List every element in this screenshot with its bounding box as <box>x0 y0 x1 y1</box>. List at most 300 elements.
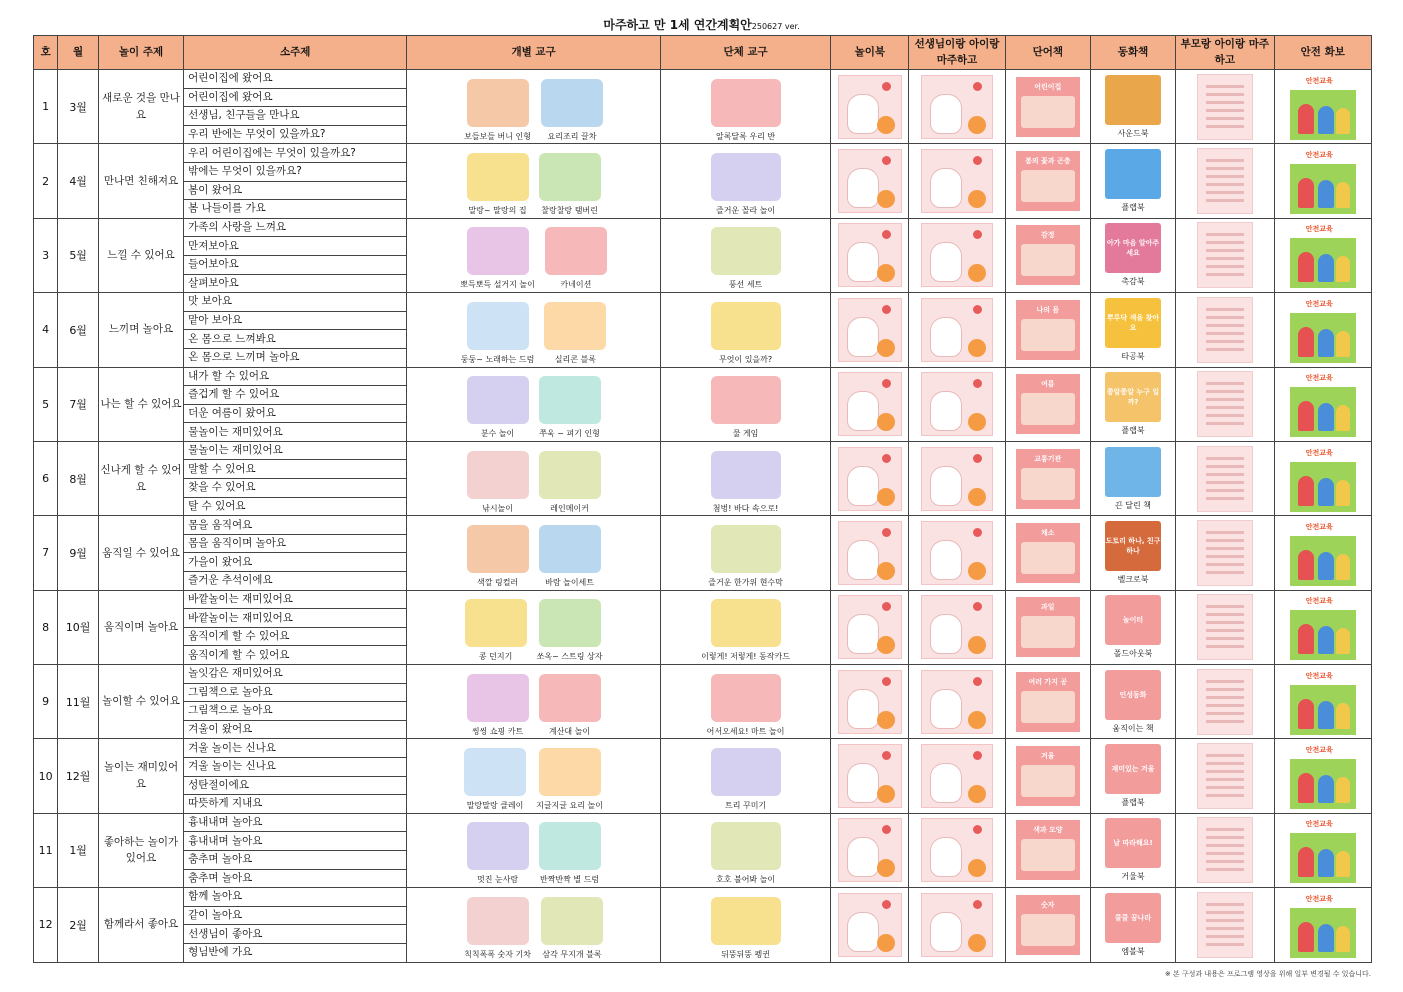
bunny-illustration <box>930 242 962 282</box>
storybook-cell <box>1090 739 1175 813</box>
subtheme-cell: 형님반에 가요 <box>184 943 407 962</box>
parent-child-cell <box>1176 590 1274 664</box>
safety-cell <box>1274 144 1371 218</box>
group-toy-caption: 이렇게! 저렇게! 동작카드 <box>701 652 790 662</box>
teacher-child-cell <box>909 293 1005 367</box>
theme-cell: 느끼며 놀아요 <box>98 293 183 367</box>
text-line <box>1206 316 1244 319</box>
toy-caption: 칙칙폭폭 숫자 기차 <box>464 949 532 959</box>
parent-child-cell <box>1176 70 1274 144</box>
month-cell: 10월 <box>58 590 99 664</box>
parent-child-cell <box>1176 218 1274 292</box>
child-figure <box>1318 106 1334 134</box>
wordbook-cover <box>1016 151 1080 211</box>
playbook-thumbnail <box>838 818 902 882</box>
lion-illustration <box>968 488 986 506</box>
text-line <box>1206 828 1244 831</box>
wordbook-image <box>1021 839 1075 871</box>
toy-caption: 낚시놀이 <box>482 503 514 513</box>
wordbook-image <box>1021 616 1075 648</box>
lion-illustration <box>877 413 895 431</box>
theme-cell: 놀이는 재미있어요 <box>98 739 183 813</box>
teacher-child-thumbnail <box>921 223 993 287</box>
individual-tools <box>407 220 660 290</box>
child-figure <box>1298 252 1314 282</box>
group-toy-image <box>711 897 781 945</box>
group-toy-caption: 즐거운 한가위 현수막 <box>708 577 783 587</box>
toy-item <box>467 153 529 216</box>
toy-caption: 색깔 링컬러 <box>476 577 519 587</box>
table-row <box>34 441 1372 460</box>
toy-item <box>467 376 529 439</box>
version-text: 250627 ver. <box>751 22 800 31</box>
subtheme-cell: 춤추며 놀아요 <box>184 869 407 888</box>
text-line <box>1206 473 1244 476</box>
toy-caption: 반짝반짝 별 드럼 <box>539 875 600 885</box>
group-tools-cell <box>660 590 830 664</box>
text-line <box>1206 645 1244 648</box>
poster-title: 안전교육 <box>1305 820 1333 829</box>
toy-image <box>539 451 601 499</box>
individual-tools <box>407 146 660 216</box>
wordbook-title: 과일 <box>1041 603 1055 612</box>
group-tools <box>661 667 830 737</box>
text-line <box>1206 191 1244 194</box>
storybook-caption: 타공북 <box>1121 351 1145 361</box>
group-toy-item <box>711 302 781 365</box>
bunny-illustration <box>930 94 962 134</box>
wordbook-image <box>1021 319 1075 351</box>
child-figure <box>1336 108 1350 134</box>
text-line <box>1206 101 1244 104</box>
subtheme-cell: 더운 여름이 왔어요 <box>184 404 407 423</box>
parent-child-cell <box>1176 739 1274 813</box>
playbook-thumbnail <box>838 521 902 585</box>
text-line <box>1206 273 1244 276</box>
header-parent-child: 부모랑 아이랑 마주하고 <box>1176 36 1274 70</box>
toy-item <box>539 822 601 885</box>
storybook <box>1091 521 1175 585</box>
toy-image <box>467 897 529 945</box>
group-toy-caption: 풍선 세트 <box>728 280 763 290</box>
text-line <box>1206 903 1244 906</box>
storybook-cell <box>1090 293 1175 367</box>
badge-dot <box>973 825 982 834</box>
toy-caption: 삼각 무지개 블록 <box>542 949 602 959</box>
theme-cell: 놀이할 수 있어요 <box>98 665 183 739</box>
bunny-illustration <box>847 317 879 357</box>
wordbook-cover <box>1016 225 1080 285</box>
wordbook-cover <box>1016 77 1080 137</box>
text-line <box>1206 911 1244 914</box>
bunny-illustration <box>930 540 962 580</box>
row-number: 5 <box>34 367 58 441</box>
toy-item <box>539 525 601 588</box>
toy-item <box>541 79 603 142</box>
group-tools-cell <box>660 293 830 367</box>
group-tools <box>661 146 830 216</box>
subtheme-cell: 온 몸으로 느끼며 놀아요 <box>184 348 407 367</box>
toy-item <box>467 525 529 588</box>
toy-image <box>539 822 601 870</box>
text-line <box>1206 390 1244 393</box>
lion-illustration <box>877 264 895 282</box>
month-cell: 1월 <box>58 813 99 887</box>
playbook-thumbnail <box>838 744 902 808</box>
subtheme-cell: 온 몸으로 느껴봐요 <box>184 330 407 349</box>
wordbook-title: 나의 몸 <box>1036 305 1060 314</box>
wordbook-title: 채소 <box>1041 528 1055 537</box>
child-figure <box>1318 775 1334 803</box>
playbook-cell <box>831 293 909 367</box>
playbook-cell <box>831 144 909 218</box>
toy-caption: 쭈욱 ~ 펴기 인형 <box>539 429 600 439</box>
safety-cell <box>1274 665 1371 739</box>
text-line <box>1206 935 1244 938</box>
wordbook-title: 감정 <box>1041 231 1055 240</box>
storybook-cell <box>1090 590 1175 664</box>
annual-plan-table <box>33 35 1372 963</box>
header-teacher-child: 선생님이랑 아이랑 마주하고 <box>909 36 1005 70</box>
teacher-child-thumbnail <box>921 893 993 957</box>
child-figure <box>1336 405 1350 431</box>
toy-image <box>467 376 529 424</box>
toy-image <box>467 525 529 573</box>
theme-cell: 나는 할 수 있어요 <box>98 367 183 441</box>
subtheme-cell: 놀잇감은 재미있어요 <box>184 665 407 684</box>
bunny-illustration <box>930 912 962 952</box>
teacher-child-thumbnail <box>921 521 993 585</box>
lion-illustration <box>968 264 986 282</box>
toy-image <box>467 674 529 722</box>
poster-title: 안전교육 <box>1305 522 1333 531</box>
toy-image <box>467 302 529 350</box>
storybook-cell <box>1090 70 1175 144</box>
child-figure <box>1336 628 1350 654</box>
playbook-cell <box>831 516 909 590</box>
child-figure <box>1298 104 1314 134</box>
subtheme-cell: 즐거운 추석이에요 <box>184 572 407 591</box>
row-number: 7 <box>34 516 58 590</box>
text-line <box>1206 696 1244 699</box>
text-line <box>1206 836 1244 839</box>
individual-tools-cell <box>407 218 661 292</box>
text-line <box>1206 457 1244 460</box>
storybook <box>1091 447 1175 511</box>
group-toy-caption: 알록달록 우리 반 <box>715 131 776 141</box>
lion-illustration <box>968 934 986 952</box>
poster-title: 안전교육 <box>1305 448 1333 457</box>
toy-item <box>545 227 607 290</box>
wordbook-cover <box>1016 597 1080 657</box>
subtheme-cell: 바깥놀이는 재미있어요 <box>184 609 407 628</box>
row-number: 12 <box>34 888 58 962</box>
text-line <box>1206 422 1244 425</box>
poster-title: 안전교육 <box>1305 76 1333 85</box>
group-tools-cell <box>660 665 830 739</box>
text-line <box>1206 265 1244 268</box>
toy-caption: 보들보들 버니 인형 <box>464 131 532 141</box>
teacher-child-cell <box>909 590 1005 664</box>
group-tools <box>661 741 830 811</box>
individual-tools-cell <box>407 144 661 218</box>
storybook-cover: 재미있는 겨울 <box>1105 744 1161 794</box>
parent-letter-thumbnail <box>1197 148 1253 214</box>
storybook <box>1091 223 1175 287</box>
toy-item <box>539 451 601 514</box>
playbook-cell <box>831 739 909 813</box>
storybook-caption: 엠볼북 <box>1121 946 1145 956</box>
group-toy-item <box>701 599 790 662</box>
group-tools <box>661 444 830 514</box>
text-line <box>1206 754 1244 757</box>
wordbook-cell <box>1005 813 1090 887</box>
text-line <box>1206 762 1244 765</box>
safety-poster <box>1290 594 1356 660</box>
subtheme-cell: 봄 나들이를 가요 <box>184 200 407 219</box>
individual-tools <box>407 667 660 737</box>
wordbook-title: 색과 모양 <box>1033 826 1063 835</box>
safety-cell <box>1274 516 1371 590</box>
parent-letter-thumbnail <box>1197 297 1253 363</box>
bunny-illustration <box>847 540 879 580</box>
toy-item <box>460 227 535 290</box>
toy-image <box>545 227 607 275</box>
child-figure <box>1298 550 1314 580</box>
subtheme-cell: 겨울이 왔어요 <box>184 720 407 739</box>
safety-poster <box>1290 222 1356 288</box>
text-line <box>1206 125 1244 128</box>
toy-image <box>464 748 526 796</box>
toy-caption: 카네이션 <box>560 280 592 290</box>
playbook-thumbnail <box>838 75 902 139</box>
bunny-illustration <box>930 763 962 803</box>
lion-illustration <box>877 711 895 729</box>
bunny-illustration <box>847 763 879 803</box>
group-toy-item <box>711 153 781 216</box>
child-figure <box>1336 703 1350 729</box>
poster-title: 안전교육 <box>1305 597 1333 606</box>
safety-cell <box>1274 813 1371 887</box>
safety-poster <box>1290 74 1356 140</box>
header-group-tools: 단체 교구 <box>660 36 830 70</box>
bunny-illustration <box>930 466 962 506</box>
subtheme-cell: 들어보아요 <box>184 255 407 274</box>
subtheme-cell: 어린이집에 왔어요 <box>184 70 407 89</box>
table-row <box>34 739 1372 758</box>
group-tools <box>661 518 830 588</box>
wordbook-image <box>1021 691 1075 723</box>
toy-image <box>541 897 603 945</box>
storybook-cover: 뿌루닥 색을 찾아요 <box>1105 298 1161 348</box>
badge-dot <box>882 230 891 239</box>
child-figure <box>1298 922 1314 952</box>
subtheme-cell: 탈 수 있어요 <box>184 497 407 516</box>
text-line <box>1206 398 1244 401</box>
subtheme-cell: 같이 놀아요 <box>184 906 407 925</box>
lion-illustration <box>968 339 986 357</box>
text-line <box>1206 786 1244 789</box>
group-toy-image <box>711 748 781 796</box>
child-figure <box>1298 178 1314 208</box>
lion-illustration <box>877 562 895 580</box>
child-figure <box>1318 403 1334 431</box>
subtheme-cell: 선생님, 친구들을 만나요 <box>184 107 407 126</box>
storybook-caption: 움직이는 책 <box>1112 723 1154 733</box>
storybook-cell <box>1090 813 1175 887</box>
storybook <box>1091 298 1175 362</box>
teacher-child-cell <box>909 739 1005 813</box>
toy-item <box>467 822 529 885</box>
text-line <box>1206 257 1244 260</box>
row-number: 6 <box>34 441 58 515</box>
playbook-cell <box>831 218 909 292</box>
month-cell: 5월 <box>58 218 99 292</box>
child-figure <box>1318 180 1334 208</box>
text-line <box>1206 637 1244 640</box>
parent-child-cell <box>1176 293 1274 367</box>
badge-dot <box>882 677 891 686</box>
wordbook-cover <box>1016 374 1080 434</box>
group-tools-cell <box>660 888 830 962</box>
toy-item <box>467 674 529 737</box>
storybook-cover: 쿨쿨 꿈나라 <box>1105 893 1161 943</box>
parent-letter-thumbnail <box>1197 892 1253 958</box>
individual-tools <box>407 592 660 662</box>
subtheme-cell: 즐겁게 할 수 있어요 <box>184 386 407 405</box>
group-toy-item <box>711 897 781 960</box>
toy-item <box>539 376 601 439</box>
subtheme-cell: 맛 보아요 <box>184 293 407 312</box>
table-row <box>34 218 1372 237</box>
wordbook-cover <box>1016 672 1080 732</box>
safety-poster <box>1290 520 1356 586</box>
toy-image <box>467 227 529 275</box>
badge-dot <box>882 751 891 760</box>
wordbook-title: 숫자 <box>1041 900 1055 909</box>
wordbook-cell <box>1005 665 1090 739</box>
group-tools-cell <box>660 367 830 441</box>
toy-caption: 바람 놀이세트 <box>545 577 595 587</box>
playbook-thumbnail <box>838 298 902 362</box>
storybook-cell <box>1090 888 1175 962</box>
toy-item <box>537 599 603 662</box>
subtheme-cell: 움직이게 할 수 있어요 <box>184 627 407 646</box>
lion-illustration <box>877 190 895 208</box>
group-toy-image <box>711 451 781 499</box>
bunny-illustration <box>930 391 962 431</box>
subtheme-cell: 밖에는 무엇이 있을까요? <box>184 162 407 181</box>
individual-tools <box>407 890 660 960</box>
text-line <box>1206 497 1244 500</box>
group-toy-image <box>711 227 781 275</box>
group-toy-caption: 무엇이 있을까? <box>718 354 773 364</box>
group-toy-item <box>711 376 781 439</box>
safety-cell <box>1274 590 1371 664</box>
storybook-cover: 놀이터 <box>1105 595 1161 645</box>
theme-cell: 움직이며 놀아요 <box>98 590 183 664</box>
wordbook-image <box>1021 96 1075 128</box>
badge-dot <box>973 900 982 909</box>
storybook-caption: 거울북 <box>1121 872 1145 882</box>
toy-item <box>464 748 526 811</box>
badge-dot <box>973 156 982 165</box>
wordbook-cover <box>1016 746 1080 806</box>
theme-cell: 움직일 수 있어요 <box>98 516 183 590</box>
text-line <box>1206 844 1244 847</box>
text-line <box>1206 605 1244 608</box>
toy-caption: 요리조리 끌차 <box>547 131 597 141</box>
header-row <box>34 36 1372 70</box>
toy-item <box>544 302 606 365</box>
group-toy-caption: 물 게임 <box>732 429 759 439</box>
parent-letter-thumbnail <box>1197 669 1253 735</box>
month-cell: 6월 <box>58 293 99 367</box>
badge-dot <box>973 305 982 314</box>
badge-dot <box>973 379 982 388</box>
teacher-child-thumbnail <box>921 447 993 511</box>
individual-tools <box>407 369 660 439</box>
badge-dot <box>973 82 982 91</box>
individual-tools <box>407 815 660 885</box>
group-toy-image <box>711 153 781 201</box>
safety-poster <box>1290 148 1356 214</box>
wordbook-image <box>1021 542 1075 574</box>
individual-tools <box>407 72 660 142</box>
theme-cell: 만나면 친해져요 <box>98 144 183 218</box>
toy-image <box>539 525 601 573</box>
group-toy-image <box>711 376 781 424</box>
lion-illustration <box>968 636 986 654</box>
storybook-caption: 플랩북 <box>1121 203 1145 213</box>
bunny-illustration <box>930 168 962 208</box>
wordbook-title: 여름 <box>1041 380 1055 389</box>
wordbook-title: 어린이집 <box>1034 82 1062 91</box>
month-cell: 11월 <box>58 665 99 739</box>
toy-image <box>539 599 601 647</box>
group-toy-image <box>711 674 781 722</box>
badge-dot <box>973 602 982 611</box>
text-line <box>1206 348 1244 351</box>
parent-child-cell <box>1176 888 1274 962</box>
text-line <box>1206 414 1244 417</box>
parent-letter-thumbnail <box>1197 446 1253 512</box>
child-figure <box>1298 476 1314 506</box>
group-tools-cell <box>660 70 830 144</box>
safety-poster <box>1290 297 1356 363</box>
toy-item <box>461 302 535 365</box>
parent-child-cell <box>1176 367 1274 441</box>
storybook-cell <box>1090 441 1175 515</box>
theme-cell: 함께라서 좋아요 <box>98 888 183 962</box>
bunny-illustration <box>847 689 879 729</box>
month-cell: 3월 <box>58 70 99 144</box>
storybook-cell <box>1090 367 1175 441</box>
wordbook-image <box>1021 914 1075 946</box>
storybook-caption: 벨크로북 <box>1117 574 1149 584</box>
toy-caption: 말랑~ 말랑의 집 <box>468 206 527 216</box>
text-line <box>1206 481 1244 484</box>
text-line <box>1206 531 1244 534</box>
wordbook-image <box>1021 170 1075 202</box>
playbook-cell <box>831 813 909 887</box>
toy-caption: 쏘옥~ 스트링 상자 <box>536 652 603 662</box>
badge-dot <box>973 454 982 463</box>
text-line <box>1206 927 1244 930</box>
subtheme-cell: 가을이 왔어요 <box>184 553 407 572</box>
storybook-caption: 끈 달린 책 <box>1115 500 1152 510</box>
text-line <box>1206 778 1244 781</box>
